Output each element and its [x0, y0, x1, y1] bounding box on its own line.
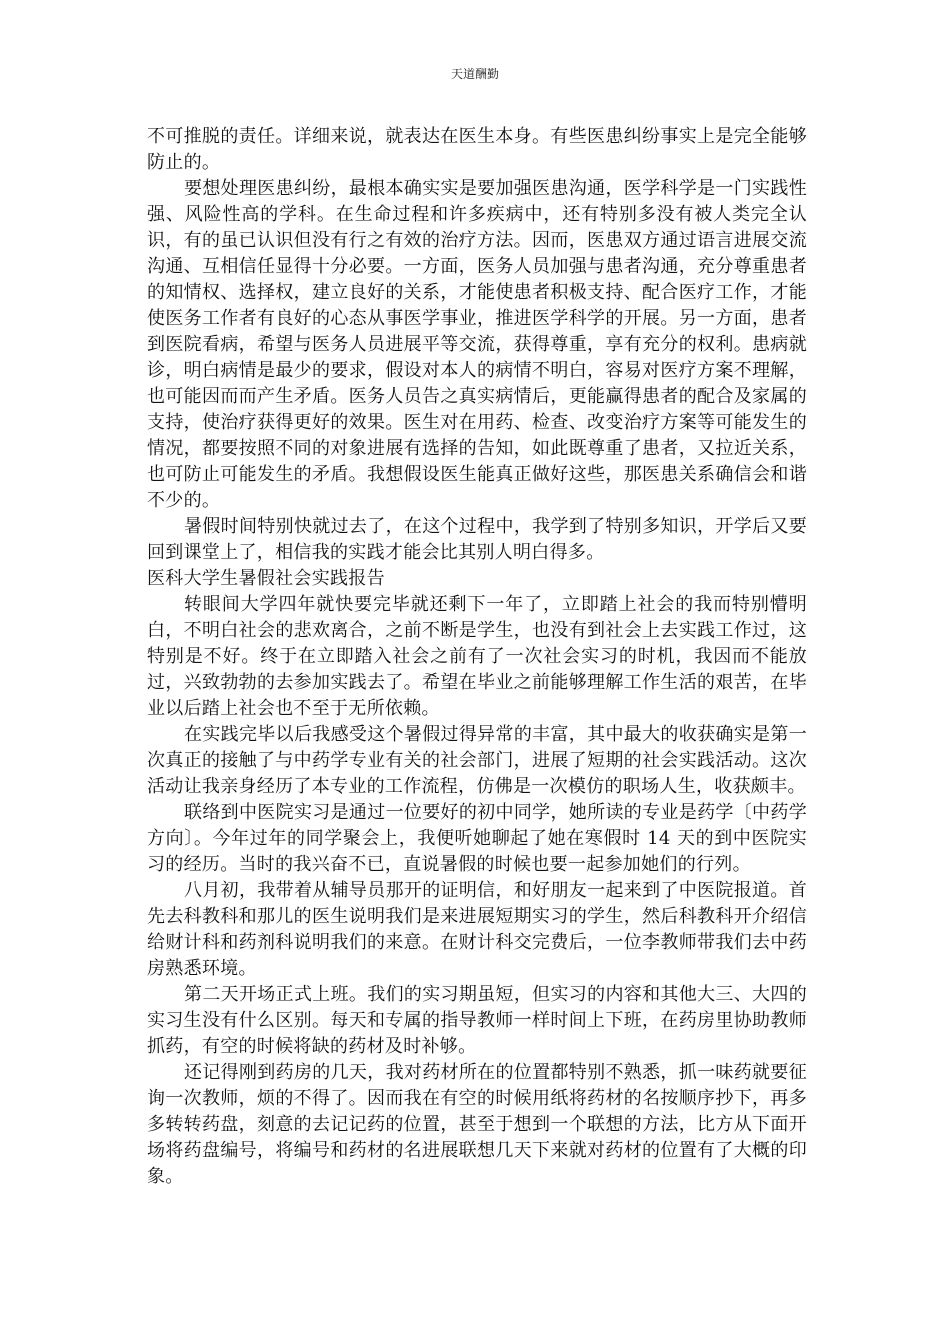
paragraph: 第二天开场正式上班。我们的实习期虽短，但实习的内容和其他大三、大四的实习生没有什么区别。每天和专属的指导教师一样时间上下班，在药房里协助教师抓药，有空的时候将缺的药材及时补够。 [147, 984, 807, 1057]
paragraph: 转眼间大学四年就快要完毕就还剩下一年了，立即踏上社会的我而特别懵明白，不明白社会的悲欢离合，之前不断是学生，也没有到社会上去实践工作过，这特别是不好。终于在立即踏入社会之前有了一次社会实习的时机，我因而不能放过，兴致勃勃的去参加实践去了。希望在毕业之前能够理解工作生活的艰苦，在毕业以后踏上社会也不至于无所依赖。 [147, 594, 807, 719]
paragraph: 八月初，我带着从辅导员那开的证明信，和好朋友一起来到了中医院报道。首先去科教科和那儿的医生说明我们是来进展短期实习的学生，然后科教科开介绍信给财计科和药剂科说明我们的来意。在财计科交完费后，一位李教师带我们去中药房熟悉环境。 [147, 880, 807, 979]
paragraph: 不可推脱的责任。详细来说，就表达在医生本身。有些医患纠纷事实上是完全能够防止的。 [147, 126, 807, 173]
paragraph: 要想处理医患纠纷，最根本确实实是要加强医患沟通，医学科学是一门实践性强、风险性高的学科。在生命过程和许多疾病中，还有特别多没有被人类完全认识，有的虽已认识但没有行之有效的治疗方法。因而，医患双方通过语言进展交流沟通、互相信任显得十分必要。一方面，医务人员加强与患者沟通，充分尊重患者的知情权、选择权，建立良好的关系，才能使患者积极支持、配合医疗工作，才能使医务工作者有良好的心态从事医学事业，推进医学科学的开展。另一方面，患者到医院看病，希望与医务人员进展平等交流，获得尊重，享有充分的权利。患病就诊，明白病情是最少的要求，假设对本人的病情不明白，容易对医疗方案不理解，也可能因而而产生矛盾。医务人员告之真实病情后，更能赢得患者的配合及家属的支持，使治疗获得更好的效果。医生对在用药、检查、改变治疗方案等可能发生的情况，都要按照不同的对象进展有选择的告知，如此既尊重了患者，又拉近关系，也可防止可能发生的矛盾。我想假设医生能真正做好这些，那医患关系确信会和谐不少的。 [147, 178, 807, 511]
document-body [147, 124, 807, 1190]
paragraph: 在实践完毕以后我感受这个暑假过得异常的丰富，其中最大的收获确实是第一次真正的接触了与中药学专业有关的社会部门，进展了短期的社会实践活动。这次活动让我亲身经历了本专业的工作流程，仿佛是一次模仿的职场人生，收获颇丰。 [147, 724, 807, 797]
section-heading: 医科大学生暑假社会实践报告 [147, 568, 385, 589]
page-header: 天道酬勤 [450, 67, 499, 81]
paragraph: 还记得刚到药房的几天，我对药材所在的位置都特别不熟悉，抓一味药就要征询一次教师，烦的不得了。因而我在有空的时候用纸将药材的名按顺序抄下，再多多转转药盘，刻意的去记记药的位置，甚至于想到一个联想的方法，比方从下面开场将药盘编号，将编号和药材的名进展联想几天下来就对药材的位置有了大概的印象。 [147, 1062, 807, 1187]
paragraph: 暑假时间特别快就过去了，在这个过程中，我学到了特别多知识，开学后又要回到课堂上了，相信我的实践才能会比其别人明白得多。 [147, 516, 807, 563]
paragraph: 联络到中医院实习是通过一位要好的初中同学，她所读的专业是药学〔中药学方向〕。今年过年的同学聚会上，我便听她聊起了她在寒假时 14 天的到中医院实习的经历。当时的我兴奋不已，直说暑假的时候也要一起参加她们的行列。 [147, 802, 807, 875]
